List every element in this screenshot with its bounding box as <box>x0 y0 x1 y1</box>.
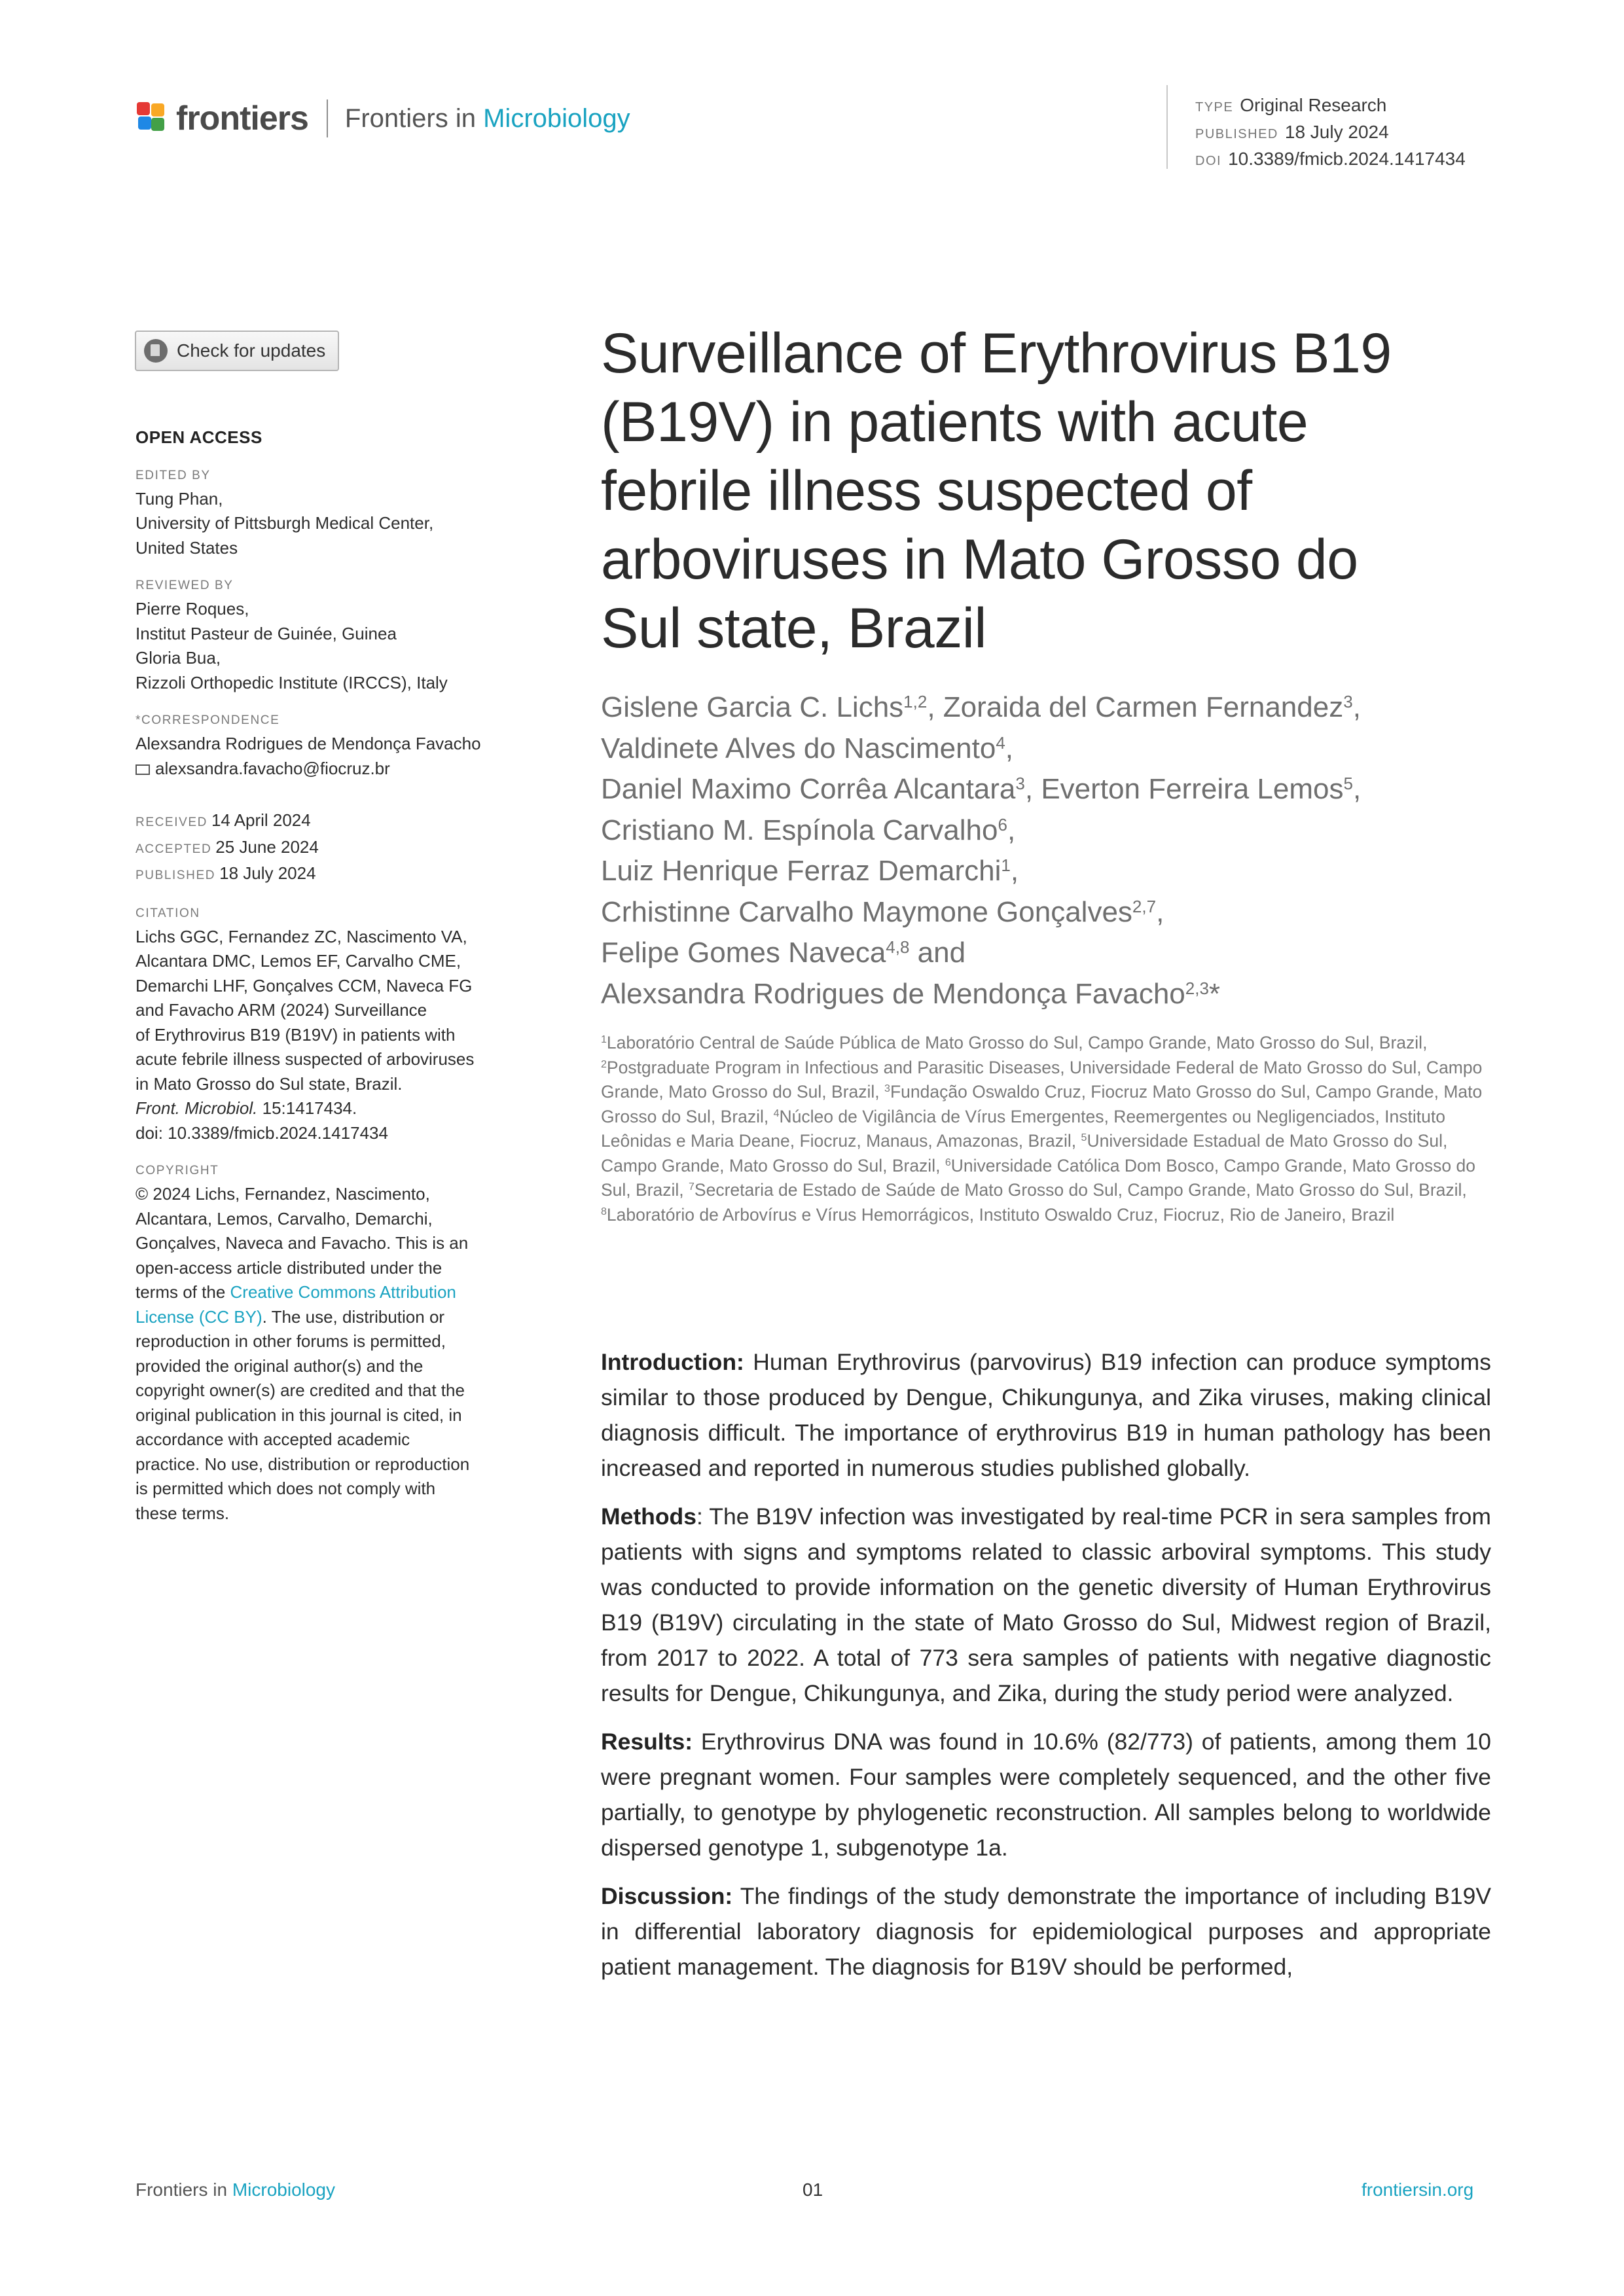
author-line: Crhistinne Carvalho Maymone Gonçalves$^{2,7}$, <box>601 895 1164 928</box>
author-name[interactable]: Everton Ferreira Lemos <box>1041 773 1344 805</box>
author-name[interactable]: Cristiano M. Espínola Carvalho <box>601 814 998 846</box>
reviewed-by-heading: REVIEWED BY <box>135 579 234 592</box>
frontiers-logo[interactable] <box>135 97 630 140</box>
article-sidebar <box>135 425 541 1526</box>
author-name[interactable]: Zoraida del Carmen Fernandez <box>943 691 1344 723</box>
author-line: Felipe Gomes Naveca$^{4,8}$ and <box>601 937 966 969</box>
author-list <box>601 687 1530 1014</box>
article-dates: RECEIVED 14 April 2024 ACCEPTED 25 June 2024 PUBLISHED 18 July 2024 <box>135 810 319 883</box>
meta-published: PUBLISHED 18 July 2024 <box>1195 122 1389 142</box>
copyright-heading: COPYRIGHT <box>135 1164 219 1177</box>
cc-by-license-link[interactable]: Creative Commons Attribution <box>230 1282 456 1302</box>
abstract-methods: Methods: The B19V infection was investigated by real-time PCR in sera samples from patients with signs and symptoms related to classic arboviral symptoms. This study was conducted to provide information on the genetic diversity of Human Erythrovirus B19 (B19V) circulating in the state of Mato Grosso do Sul, Midwest region of Brazil, from 2017 to 2022. A total of 773 sera samples of patients with negative diagnostic results for Dengue, Chikungunya, and Zika, during the study period were analyzed. <box>601 1503 1491 1706</box>
article-meta <box>1195 93 1466 173</box>
author-line: Alexsandra Rodrigues de Mendonça Favacho$^{2,3}$* <box>601 977 1221 1010</box>
author-name[interactable]: Daniel Maximo Corrêa Alcantara <box>601 773 1016 805</box>
check-for-updates-button[interactable] <box>135 331 339 371</box>
author-name[interactable]: Felipe Gomes Naveca <box>601 937 886 969</box>
frontiers-logo-icon <box>135 101 167 136</box>
author-line: Luiz Henrique Ferraz Demarchi$^1$, <box>601 855 1019 887</box>
author-line: Gislene Garcia C. Lichs$^{1,2}$, Zoraida del Carmen Fernandez$^3$, <box>601 691 1361 723</box>
footer-site-link[interactable]: frontiersin.org <box>1362 2179 1474 2200</box>
bookmark-icon <box>144 339 168 363</box>
author-name[interactable]: Gislene Garcia C. Lichs <box>601 691 904 723</box>
cc-by-license-link-cont[interactable]: License (CC BY) <box>135 1306 262 1327</box>
copyright: © 2024 Lichs, Fernandez, Nascimento, Alcantara, Lemos, Carvalho, Demarchi, Gonçalves, Naveca and Favacho. This is an open-access article distributed under the terms of the Creative Commons Attribution License (CC BY). The use, distribution or reproduction in other forums is permitted, provided the original author(s) and the copyright owner(s) are credited and that the original publication in this journal is cited, in accordance with accepted academic practice. No use, distribution or reproduction is permitted which does not comply with these terms. <box>135 1184 470 1523</box>
correspondence: Alexsandra Rodrigues de Mendonça Favacho alexsandra.favacho@fiocruz.br <box>135 732 541 781</box>
check-for-updates-label: Check for updates <box>177 340 326 361</box>
abstract-introduction: Introduction: Human Erythrovirus (parvovirus) B19 infection can produce symptoms similar to those produced by Dengue, Chikungunya, and Zika viruses, making clinical diagnosis difficult. The importance of erythrovirus B19 in human pathology has been increased and reported in numerous studies published globally. <box>601 1349 1491 1481</box>
journal-title: Microbiology <box>483 103 630 133</box>
logo-divider <box>327 99 328 137</box>
reviewed-by: Pierre Roques, Institut Pasteur de Guinée, Guinea Gloria Bua, Rizzoli Orthopedic Institute (IRCCS), Italy <box>135 599 448 692</box>
meta-type: TYPE Original Research <box>1195 95 1387 115</box>
abstract-discussion: Discussion: The findings of the study demonstrate the importance of including B19V in differential laboratory diagnosis for epidemiological purposes and appropriate patient management. The diagnosis for B19V should be performed, <box>601 1883 1491 1980</box>
author-name[interactable]: Alexsandra Rodrigues de Mendonça Favacho <box>601 977 1185 1010</box>
correspondence-email[interactable]: alexsandra.favacho@fiocruz.br <box>135 757 541 781</box>
correspondence-heading: *CORRESPONDENCE <box>135 713 280 727</box>
article-title: Surveillance of Erythrovirus B19 (B19V) in patients with acute febrile illness suspected of arboviruses in Mato Grosso do Sul state, Brazil <box>601 322 1392 660</box>
edited-by-heading: EDITED BY <box>135 468 211 482</box>
abstract <box>601 1344 1491 1998</box>
author-line: Cristiano M. Espínola Carvalho$^6$, <box>601 814 1016 846</box>
footer-journal: Frontiers in Microbiology <box>135 2179 335 2200</box>
meta-doi: DOI 10.3389/fmicb.2024.1417434 <box>1195 149 1466 169</box>
author-line: Valdinete Alves do Nascimento$^4$, <box>601 732 1014 764</box>
journal-prefix: Frontiers in <box>344 103 476 133</box>
page-number: 01 <box>803 2179 823 2200</box>
journal-name <box>345 104 630 134</box>
author-name[interactable]: Luiz Henrique Ferraz Demarchi <box>601 855 1001 887</box>
affiliations: $^1$Laboratório Central de Saúde Pública de Mato Grosso do Sul, Campo Grande, Mato Grosso do Sul, Brazil, $^2$Postgraduate Program in Infectious and Parasitic Diseases, Universidade Federal de Mato Grosso do Sul, Campo Grande, Mato Grosso do Sul, Brazil, $^3$Fundação Oswaldo Cruz, Fiocruz Mato Grosso do Sul, Campo Grande, Mato Grosso do Sul, Brazil, $^4$Núcleo de Vigilância de Vírus Emergentes, Reemergentes ou Negligenciados, Instituto Leônidas e Maria Deane, Fiocruz, Manaus, Amazonas, Brazil, $^5$Universidade Estadual de Mato Grosso do Sul, Campo Grande, Mato Grosso do Sul, Brazil, $^6$Universidade Católica Dom Bosco, Campo Grande, Mato Grosso do Sul, Brazil, $^7$Secretaria de Estado de Saúde de Mato Grosso do Sul, Campo Grande, Mato Grosso do Sul, Brazil, $^8$Laboratório de Arbovírus e Vírus Hemorrágicos, Instituto Oswaldo Cruz, Fiocruz, Rio de Janeiro, Brazil <box>601 1033 1483 1225</box>
citation: Lichs GGC, Fernandez ZC, Nascimento VA, Alcantara DMC, Lemos EF, Carvalho CME, Demarchi LHF, Gonçalves CCM, Naveca FG and Favacho ARM (2024) Surveillance of Erythrovirus B19 (B19V) in patients with acute febrile illness suspected of arboviruses in Mato Grosso do Sul state, Brazil. Front. Microbiol. 15:1417434. doi: 10.3389/fmicb.2024.1417434 <box>135 926 475 1143</box>
open-access-label: OPEN ACCESS <box>135 427 262 447</box>
meta-divider <box>1166 85 1168 169</box>
author-name[interactable]: Crhistinne Carvalho Maymone Gonçalves <box>601 895 1132 928</box>
abstract-results: Results: Erythrovirus DNA was found in 10.6% (82/773) of patients, among them 10 were pregnant women. Four samples were completely sequenced, and the other five partially, to genotype by phylogenetic reconstruction. All samples belong to worldwide dispersed genotype 1, subgenotype 1a. <box>601 1729 1491 1861</box>
envelope-icon <box>135 764 150 775</box>
author-name[interactable]: Valdinete Alves do Nascimento <box>601 732 996 764</box>
logo-wordmark: frontiers <box>176 99 308 137</box>
citation-heading: CITATION <box>135 906 200 920</box>
edited-by: Tung Phan, University of Pittsburgh Medical Center, United States <box>135 488 434 558</box>
author-line: Daniel Maximo Corrêa Alcantara$^3$, Everton Ferreira Lemos$^5$, <box>601 773 1362 805</box>
